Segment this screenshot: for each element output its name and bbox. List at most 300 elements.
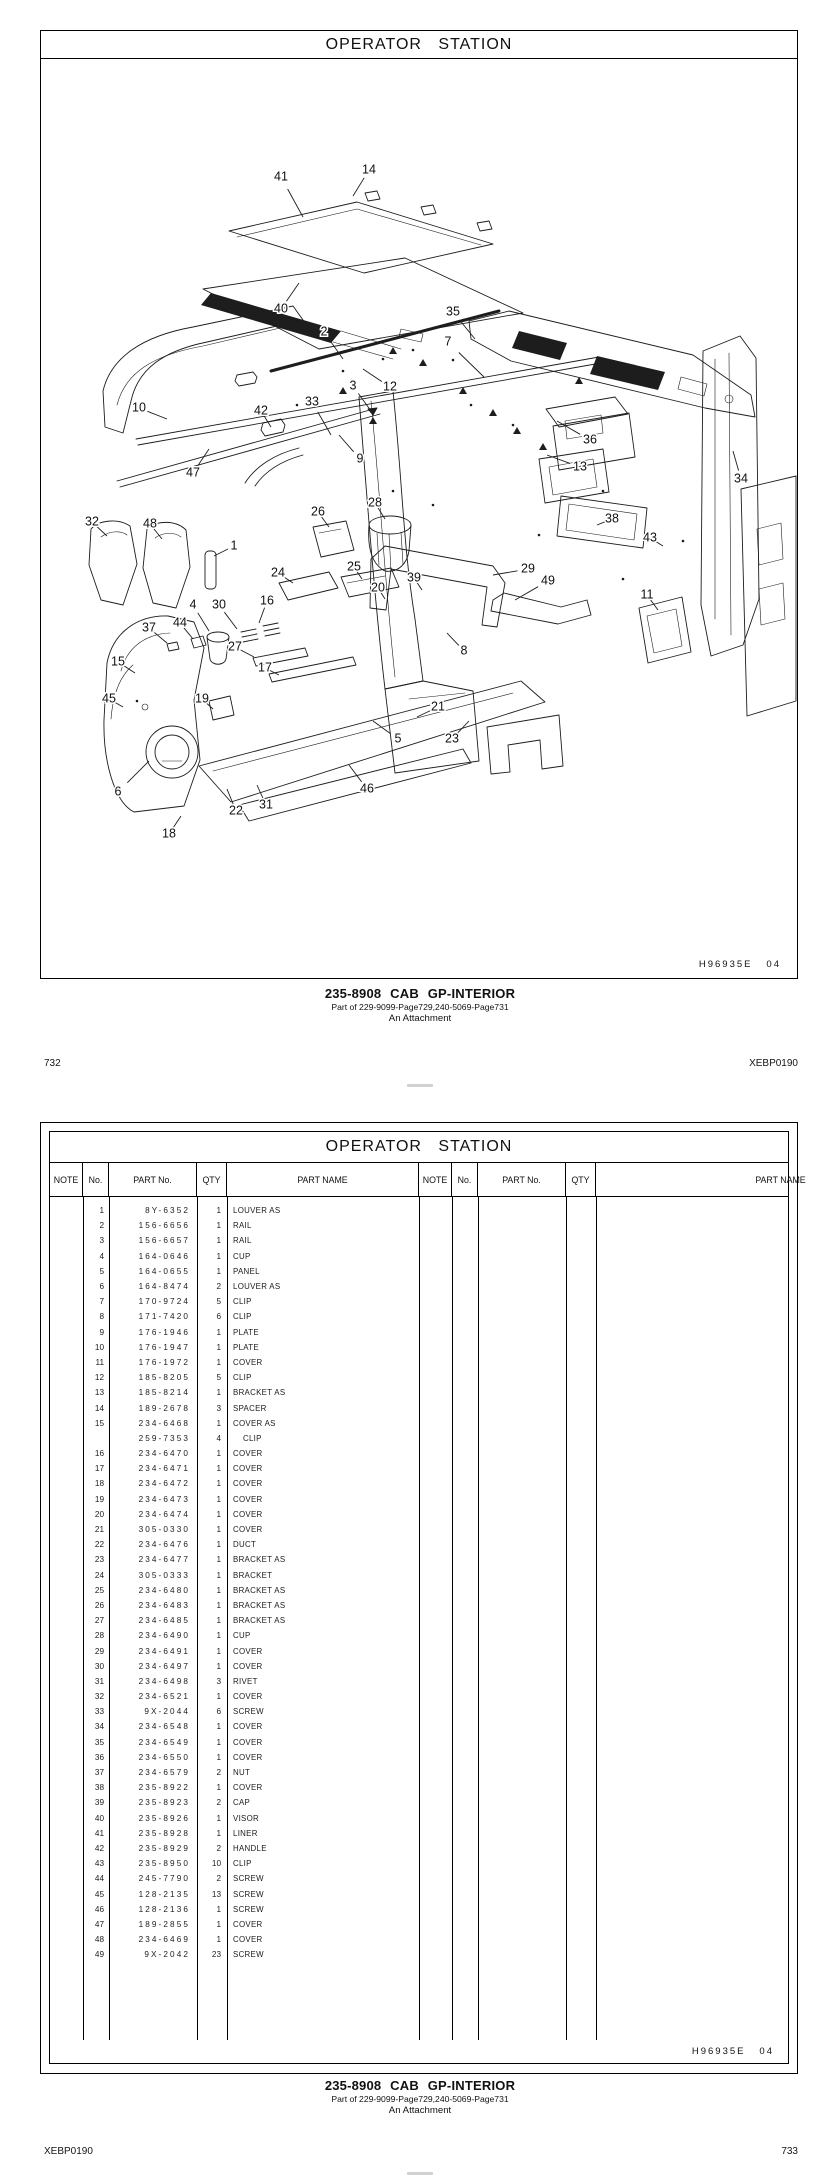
- cell-part-name: BRACKET AS: [233, 1555, 286, 1565]
- cell-part-name: LOUVER AS: [233, 1206, 281, 1216]
- col-header-qty-2: QTY: [566, 1163, 596, 1196]
- cell-qty: 5: [216, 1297, 221, 1307]
- drawing-number: H96935E: [698, 959, 753, 970]
- callout-number: 8: [460, 643, 468, 658]
- page2-page-number: 733: [781, 2146, 798, 2157]
- table-row: [50, 1735, 419, 1750]
- cell-part-no: 234-6521: [138, 1692, 190, 1702]
- callout-leader: [353, 178, 364, 196]
- cell-part-name: COVER: [233, 1692, 263, 1702]
- callout-number: 19: [195, 691, 209, 706]
- cell-part-no: 234-6473: [138, 1494, 190, 1504]
- page1-frame: [40, 30, 798, 979]
- cell-part-name: BRACKET AS: [233, 1600, 286, 1610]
- parts-table-header: [50, 1163, 806, 1197]
- cell-part-name: SCREW: [233, 1904, 264, 1914]
- table-row: [50, 1583, 419, 1598]
- cell-part-name: LOUVER AS: [233, 1282, 281, 1292]
- cell-qty: 1: [216, 1585, 221, 1595]
- cell-qty: 1: [216, 1540, 221, 1550]
- table-row: [50, 1431, 419, 1446]
- cell-part-no: 235-8926: [138, 1813, 190, 1823]
- cell-qty: 1: [216, 1646, 221, 1656]
- cell-qty: 1: [216, 1935, 221, 1945]
- table-row: [50, 1902, 419, 1917]
- cell-qty: 1: [216, 1904, 221, 1914]
- table-row: [50, 1704, 419, 1719]
- table-row: [50, 1856, 419, 1871]
- callout-number: 11: [640, 587, 654, 602]
- caption-part-of: Part of 229-9099-Page729,240-5069-Page731: [331, 1002, 509, 1013]
- cell-no: 19: [94, 1494, 104, 1504]
- callout-number: 33: [305, 394, 319, 409]
- cell-no: 46: [94, 1904, 104, 1914]
- cell-part-no: 259-7353: [138, 1433, 190, 1443]
- callout-number: 49: [541, 573, 555, 588]
- table-row: [50, 1765, 419, 1780]
- table-row: [50, 1613, 419, 1628]
- cell-part-no: 176-1946: [138, 1327, 190, 1337]
- cell-no: 11: [95, 1357, 104, 1367]
- table-row: [50, 1552, 419, 1567]
- cell-no: 26: [94, 1600, 104, 1610]
- callout-number: 1: [230, 538, 238, 553]
- callout-number: 43: [643, 530, 657, 545]
- cell-part-no: 234-6490: [138, 1631, 190, 1641]
- cell-part-name: SCREW: [233, 1874, 264, 1884]
- cell-part-no: 9X-2042: [144, 1950, 190, 1960]
- callout-leader: [286, 283, 299, 301]
- cell-part-no: 234-6497: [138, 1661, 190, 1671]
- cell-part-name: BRACKET AS: [233, 1388, 286, 1398]
- cell-no: 7: [99, 1297, 104, 1307]
- callout-number: 12: [383, 379, 397, 394]
- cell-no: 43: [94, 1859, 104, 1869]
- table-row: [50, 1947, 419, 1962]
- cell-qty: 1: [216, 1221, 221, 1231]
- cell-part-no: 170-9724: [138, 1297, 190, 1307]
- table-row: [50, 1932, 419, 1947]
- page1-page-number: 732: [44, 1058, 61, 1069]
- column-divider: [478, 1197, 479, 2040]
- cell-part-no: 234-6491: [138, 1646, 190, 1656]
- cell-no: 22: [94, 1540, 104, 1550]
- cell-qty: 3: [216, 1403, 221, 1413]
- callout-number: 9: [356, 451, 364, 466]
- callout-leader: [184, 628, 193, 639]
- callout-leader: [147, 411, 167, 419]
- callout-number: 6: [114, 784, 122, 799]
- cell-part-name: COVER: [233, 1919, 263, 1929]
- cell-part-name: COVER: [233, 1646, 263, 1656]
- cell-part-no: 234-6471: [138, 1464, 190, 1474]
- callout-number: 45: [102, 691, 116, 706]
- table-row: [50, 1218, 419, 1233]
- cell-qty: 1: [216, 1388, 221, 1398]
- callout-number: 15: [111, 654, 125, 669]
- cell-part-no: 245-7790: [138, 1874, 190, 1884]
- page2-doc-code: XEBP0190: [44, 2146, 93, 2157]
- table-row: [50, 1659, 419, 1674]
- exploded-parts-diagram: [41, 59, 797, 977]
- table-row: [50, 1370, 419, 1385]
- table-row: [50, 1340, 419, 1355]
- cell-qty: 1: [216, 1828, 221, 1838]
- col-header-qty: QTY: [197, 1163, 227, 1196]
- cell-part-name: CLIP: [233, 1859, 252, 1869]
- cell-part-name: COVER: [233, 1479, 263, 1489]
- table-row: [50, 1461, 419, 1476]
- cell-no: 20: [94, 1509, 104, 1519]
- cell-part-no: 305-0330: [138, 1525, 190, 1535]
- cell-part-no: 234-6474: [138, 1509, 190, 1519]
- cell-no: 41: [94, 1828, 104, 1838]
- cell-no: 32: [94, 1692, 104, 1702]
- cell-part-no: 235-8923: [138, 1798, 190, 1808]
- cell-qty: 1: [216, 1449, 221, 1459]
- cell-part-no: 234-6498: [138, 1676, 190, 1686]
- cell-qty: 1: [216, 1479, 221, 1489]
- callout-number: 39: [407, 570, 421, 585]
- cell-qty: 3: [216, 1676, 221, 1686]
- cell-qty: 5: [216, 1373, 221, 1383]
- callout-leader: [259, 608, 265, 623]
- cell-no: 35: [94, 1737, 104, 1747]
- drawing-number: H96935E: [691, 2046, 746, 2057]
- callout-number: 22: [229, 803, 243, 818]
- cell-part-no: 128-2135: [138, 1889, 190, 1899]
- cell-qty: 1: [216, 1327, 221, 1337]
- cell-qty: 1: [216, 1752, 221, 1762]
- cell-qty: 1: [216, 1631, 221, 1641]
- callout-number: 48: [143, 516, 157, 531]
- table-row: [50, 1355, 419, 1370]
- cell-part-name: NUT: [233, 1768, 251, 1778]
- cell-part-name: CLIP: [233, 1297, 252, 1307]
- cell-part-no: 234-6477: [138, 1555, 190, 1565]
- cell-qty: 2: [216, 1798, 221, 1808]
- cell-part-no: 235-8950: [138, 1859, 190, 1869]
- cell-no: 44: [94, 1874, 104, 1884]
- callout-number: 17: [258, 660, 272, 675]
- cell-qty: 2: [216, 1282, 221, 1292]
- callout-number: 40: [274, 301, 288, 316]
- callout-number: 30: [212, 597, 226, 612]
- col-header-part-no-2: PART No.: [478, 1163, 566, 1196]
- cell-part-no: 234-6469: [138, 1935, 190, 1945]
- cell-part-no: 234-6472: [138, 1479, 190, 1489]
- callout-number: 7: [444, 334, 452, 349]
- callout-number: 44: [173, 615, 187, 630]
- cell-no: 40: [94, 1813, 104, 1823]
- table-row: [50, 1507, 419, 1522]
- cell-part-no: 234-6548: [138, 1722, 190, 1732]
- table-row: [50, 1719, 419, 1734]
- callout-number: 41: [274, 169, 288, 184]
- cell-qty: 1: [216, 1616, 221, 1626]
- table-row: [50, 1780, 419, 1795]
- cell-part-no: 9X-2044: [144, 1707, 190, 1717]
- cell-qty: 1: [216, 1509, 221, 1519]
- table-row: [50, 1750, 419, 1765]
- table-row: [50, 1233, 419, 1248]
- cell-part-name: VISOR: [233, 1813, 260, 1823]
- callout-number: 5: [394, 731, 402, 746]
- cell-part-no: 176-1972: [138, 1357, 190, 1367]
- cell-part-no: 8Y-6352: [145, 1206, 190, 1216]
- cell-qty: 6: [216, 1312, 221, 1322]
- cell-qty: 1: [216, 1357, 221, 1367]
- cell-no: 4: [99, 1251, 104, 1261]
- cell-no: 24: [94, 1570, 104, 1580]
- cell-no: 21: [94, 1525, 104, 1535]
- callout-leader: [515, 587, 538, 600]
- table-row: [50, 1811, 419, 1826]
- callout-number: 18: [162, 826, 176, 841]
- callout-number: 34: [734, 471, 748, 486]
- cell-qty: 2: [216, 1874, 221, 1884]
- table-row: [50, 1598, 419, 1613]
- cell-no: 45: [94, 1889, 104, 1899]
- callout-leader: [447, 633, 459, 646]
- cell-part-no: 171-7420: [138, 1312, 190, 1322]
- callout-number: 32: [85, 514, 99, 529]
- print-watermark: [407, 1084, 433, 1087]
- cell-no: 39: [94, 1798, 104, 1808]
- cell-part-name: COVER: [233, 1722, 263, 1732]
- cell-no: 49: [94, 1950, 104, 1960]
- cell-no: 17: [94, 1464, 104, 1474]
- cell-part-name: LINER: [233, 1828, 258, 1838]
- cell-qty: 1: [216, 1555, 221, 1565]
- cell-part-name: SCREW: [233, 1707, 264, 1717]
- table-row: [50, 1795, 419, 1810]
- cell-no: 47: [94, 1919, 104, 1929]
- callout-number: 23: [445, 731, 459, 746]
- cell-part-name: COVER: [233, 1737, 263, 1747]
- cell-part-name: CUP: [233, 1631, 251, 1641]
- cell-qty: 1: [216, 1342, 221, 1352]
- table-row: [50, 1522, 419, 1537]
- callout-number: 38: [605, 511, 619, 526]
- exploded-view-artwork: [89, 191, 796, 821]
- callout-leader: [363, 369, 382, 382]
- col-header-note-2: NOTE: [419, 1163, 452, 1196]
- cell-part-name: COVER: [233, 1935, 263, 1945]
- callout-leader: [127, 761, 149, 783]
- cell-part-name: COVER: [233, 1357, 263, 1367]
- table-row: [50, 1643, 419, 1658]
- cell-part-name: COVER: [233, 1525, 263, 1535]
- cell-no: 33: [94, 1707, 104, 1717]
- caption-part-of: Part of 229-9099-Page729,240-5069-Page731: [331, 2094, 509, 2105]
- page2-title-bar: [50, 1132, 788, 1163]
- callout-number: 31: [259, 797, 273, 812]
- cell-qty: 1: [216, 1206, 221, 1216]
- callout-leader: [227, 789, 233, 804]
- cell-part-name: COVER: [233, 1449, 263, 1459]
- callout-number: 20: [371, 580, 385, 595]
- cell-part-no: 235-8928: [138, 1828, 190, 1838]
- cell-part-name: SPACER: [233, 1403, 267, 1413]
- page1-doc-code: XEBP0190: [749, 1058, 798, 1069]
- col-header-part-name: PART NAME: [227, 1163, 419, 1196]
- table-row: [50, 1492, 419, 1507]
- col-header-note: NOTE: [50, 1163, 83, 1196]
- table-row: [50, 1264, 419, 1279]
- table-row: [50, 1279, 419, 1294]
- cell-qty: 1: [216, 1783, 221, 1793]
- table-row: [50, 1294, 419, 1309]
- callout-leader: [288, 189, 303, 217]
- callout-leader: [198, 613, 209, 631]
- callout-number: 10: [132, 400, 146, 415]
- cell-no: 23: [94, 1555, 104, 1565]
- cell-no: 34: [94, 1722, 104, 1732]
- cell-qty: 1: [216, 1722, 221, 1732]
- cell-qty: 2: [216, 1768, 221, 1778]
- callout-number: 28: [368, 495, 382, 510]
- cell-part-no: 234-6480: [138, 1585, 190, 1595]
- cell-part-no: 235-8929: [138, 1843, 190, 1853]
- cell-qty: 1: [216, 1813, 221, 1823]
- cell-no: 16: [94, 1449, 104, 1459]
- parts-table-body: [50, 1197, 788, 2040]
- cell-qty: 10: [211, 1859, 221, 1869]
- print-watermark: [407, 2172, 433, 2175]
- callout-number: 47: [186, 465, 200, 480]
- drawing-reference: [699, 959, 781, 970]
- table-row: [50, 1886, 419, 1901]
- cell-part-no: 156-6657: [138, 1236, 190, 1246]
- table-row: [50, 1917, 419, 1932]
- cell-part-no: 164-8474: [138, 1282, 190, 1292]
- cell-no: 42: [94, 1843, 104, 1853]
- cell-part-no: 164-0655: [138, 1266, 190, 1276]
- callout-number: 4: [189, 597, 197, 612]
- table-row: [50, 1871, 419, 1886]
- callout-number: 14: [362, 162, 376, 177]
- cell-part-no: 234-6579: [138, 1768, 190, 1778]
- cell-no: 15: [94, 1418, 104, 1428]
- half-divider: [419, 1197, 420, 2040]
- cell-part-name: COVER: [233, 1752, 263, 1762]
- cell-part-name: SCREW: [233, 1950, 264, 1960]
- callout-number: 25: [347, 559, 361, 574]
- callout-number: 16: [260, 593, 274, 608]
- cell-qty: 1: [216, 1236, 221, 1246]
- cell-part-name: RAIL: [233, 1236, 252, 1246]
- table-row: [50, 1325, 419, 1340]
- col-header-no: No.: [83, 1163, 109, 1196]
- callout-number: 46: [360, 781, 374, 796]
- cell-no: 37: [94, 1768, 104, 1778]
- table-row: [50, 1385, 419, 1400]
- callout-number: 24: [271, 565, 285, 580]
- cell-no: 3: [99, 1236, 104, 1246]
- cell-part-no: 234-6483: [138, 1600, 190, 1610]
- page1-caption: [0, 986, 840, 1025]
- callout-leader: [349, 765, 362, 782]
- callout-number: 13: [573, 459, 587, 474]
- cell-no: 6: [99, 1282, 104, 1292]
- cell-qty: 1: [216, 1919, 221, 1929]
- cell-no: 30: [94, 1661, 104, 1671]
- cell-qty: 23: [211, 1950, 221, 1960]
- callout-leader: [459, 353, 484, 378]
- cell-qty: 4: [216, 1433, 221, 1443]
- caption-attachment-note: An Attachment: [388, 1012, 452, 1024]
- callout-number: 29: [521, 561, 535, 576]
- cell-part-no: 234-6549: [138, 1737, 190, 1747]
- cell-qty: 1: [216, 1266, 221, 1276]
- cell-qty: 1: [216, 1464, 221, 1474]
- cell-part-name: PLATE: [233, 1342, 259, 1352]
- cell-qty: 2: [216, 1843, 221, 1853]
- cell-no: 29: [94, 1646, 104, 1656]
- parts-table-body-left: [50, 1203, 419, 1962]
- cell-part-no: 176-1947: [138, 1342, 190, 1352]
- drawing-revision: 04: [766, 959, 781, 970]
- cell-part-no: 234-6476: [138, 1540, 190, 1550]
- cell-part-name: CLIP: [243, 1433, 262, 1443]
- cell-qty: 1: [216, 1418, 221, 1428]
- callout-leader: [224, 612, 237, 629]
- cell-part-no: 156-6656: [138, 1221, 190, 1231]
- cell-part-no: 128-2136: [138, 1904, 190, 1914]
- table-row: [50, 1309, 419, 1324]
- callout-labels: [85, 162, 748, 840]
- page2-caption: [0, 2078, 840, 2117]
- cell-qty: 1: [216, 1251, 221, 1261]
- table-row: [50, 1826, 419, 1841]
- page1-title: OPERATOR STATION: [325, 35, 513, 53]
- callout-number: 2: [320, 324, 328, 339]
- cell-qty: 13: [211, 1889, 221, 1899]
- cell-part-no: 185-8214: [138, 1388, 190, 1398]
- cell-no: 9: [99, 1327, 104, 1337]
- cell-no: 48: [94, 1935, 104, 1945]
- cell-qty: 1: [216, 1600, 221, 1610]
- cell-part-name: CUP: [233, 1251, 251, 1261]
- cell-part-no: 164-0646: [138, 1251, 190, 1261]
- callout-number: 26: [311, 504, 325, 519]
- page2-title: OPERATOR STATION: [325, 1138, 513, 1155]
- caption-part-title: 235-8908 CAB GP-INTERIOR: [324, 986, 516, 1001]
- cell-part-no: 235-8922: [138, 1783, 190, 1793]
- parts-table: [49, 1131, 806, 2064]
- callout-number: 27: [228, 639, 242, 654]
- cell-no: 18: [94, 1479, 104, 1489]
- cell-no: 38: [94, 1783, 104, 1793]
- caption-attachment-note: An Attachment: [388, 2104, 452, 2116]
- cell-no: 5: [99, 1266, 104, 1276]
- cell-no: 36: [94, 1752, 104, 1762]
- callout-leader: [339, 435, 354, 452]
- cell-part-no: 189-2678: [138, 1403, 190, 1413]
- callout-number: 35: [446, 304, 460, 319]
- cell-part-no: 234-6485: [138, 1616, 190, 1626]
- callout-leader: [318, 412, 331, 435]
- col-header-no-2: No.: [452, 1163, 478, 1196]
- cell-part-name: RAIL: [233, 1221, 252, 1231]
- col-header-part-no: PART No.: [109, 1163, 197, 1196]
- table-row: [50, 1476, 419, 1491]
- cell-part-name: HANDLE: [233, 1843, 267, 1853]
- cell-part-no: 234-6470: [138, 1449, 190, 1459]
- callout-number: 42: [254, 403, 268, 418]
- caption-part-title: 235-8908 CAB GP-INTERIOR: [324, 2078, 516, 2093]
